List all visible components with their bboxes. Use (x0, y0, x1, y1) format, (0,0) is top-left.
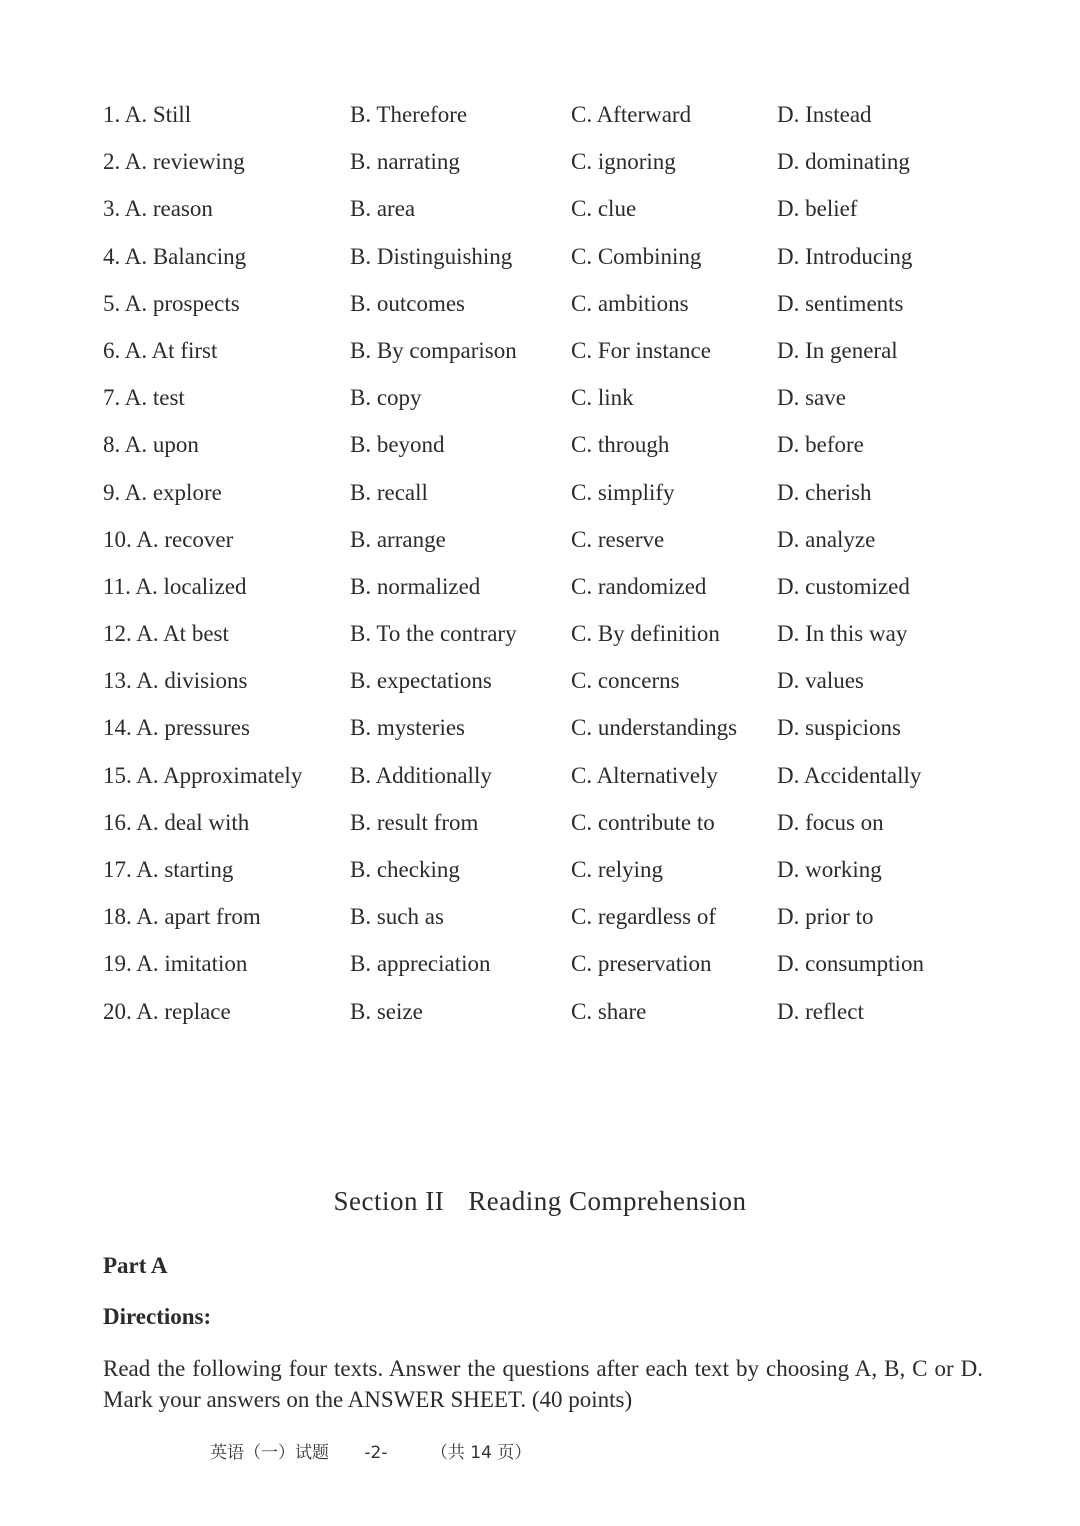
question-row (103, 563, 983, 610)
question-row (103, 704, 983, 751)
option-d: D. suspicions (777, 715, 901, 741)
option-d: D. In general (777, 337, 898, 363)
option-a: 16. A. deal with (103, 809, 250, 835)
question-row (103, 91, 983, 138)
option-d: D. save (777, 385, 846, 411)
option-d: D. values (777, 668, 864, 694)
directions-label: Directions: (103, 1304, 212, 1329)
footer-total-pages: （共 14 页） (430, 1443, 532, 1463)
option-c: C. preservation (571, 951, 712, 977)
option-c: C. understandings (571, 715, 738, 741)
option-a: 6. A. At first (103, 337, 218, 363)
option-d: D. customized (777, 573, 910, 599)
section-title (0, 1186, 1080, 1217)
question-row (103, 138, 983, 185)
option-d: D. dominating (777, 149, 910, 175)
option-b: B. By comparison (350, 337, 517, 363)
option-c: C. regardless of (571, 904, 716, 930)
option-c: C. relying (571, 857, 663, 882)
part-title: Part A (103, 1253, 168, 1278)
option-c: C. ignoring (571, 149, 676, 175)
question-row (103, 374, 983, 421)
option-d: D. before (777, 432, 864, 458)
section-name: Reading Comprehension (468, 1186, 747, 1216)
option-a: 9. A. explore (103, 479, 222, 505)
option-b: B. arrange (350, 526, 446, 552)
option-c: C. through (571, 432, 670, 458)
option-b: B. beyond (350, 432, 445, 458)
option-d: D. Introducing (777, 243, 913, 269)
option-d: D. working (777, 857, 882, 882)
option-b: B. normalized (350, 573, 481, 599)
question-row (103, 988, 983, 1035)
option-d: D. prior to (777, 904, 874, 930)
option-a: 10. A. recover (103, 526, 234, 552)
option-a: 7. A. test (103, 385, 185, 411)
question-options-list (103, 91, 983, 1035)
option-a: 18. A. apart from (103, 904, 261, 930)
option-d: D. Accidentally (777, 762, 922, 788)
option-b: B. recall (350, 479, 428, 505)
question-row (103, 893, 983, 940)
option-c: C. ambitions (571, 290, 689, 316)
option-a: 19. A. imitation (103, 951, 248, 977)
option-c: C. Combining (571, 243, 702, 269)
footer-subject: 英语（一）试题 (210, 1443, 329, 1463)
option-b: B. Distinguishing (350, 243, 513, 269)
option-c: C. reserve (571, 526, 665, 552)
option-a: 20. A. replace (103, 998, 231, 1024)
option-c: C. For instance (571, 337, 711, 363)
page-footer (210, 1438, 531, 1463)
option-a: 5. A. prospects (103, 290, 240, 316)
option-a: 1. A. Still (103, 102, 192, 127)
question-row (103, 421, 983, 468)
option-a: 12. A. At best (103, 621, 229, 647)
section-number: Section II (333, 1186, 445, 1216)
option-c: C. concerns (571, 668, 680, 694)
option-d: D. reflect (777, 998, 864, 1024)
option-b: B. Additionally (350, 762, 492, 788)
option-c: C. Afterward (571, 102, 692, 127)
option-a: 17. A. starting (103, 857, 234, 882)
option-b: B. checking (350, 857, 460, 882)
question-row (103, 327, 983, 374)
option-a: 3. A. reason (103, 196, 213, 222)
option-c: C. simplify (571, 479, 675, 505)
option-c: C. contribute to (571, 809, 715, 835)
question-row (103, 799, 983, 846)
option-d: D. cherish (777, 479, 872, 505)
question-row (103, 846, 983, 893)
option-b: B. To the contrary (350, 621, 517, 647)
option-b: B. area (350, 196, 416, 222)
option-b: B. such as (350, 904, 444, 930)
option-c: C. By definition (571, 621, 720, 647)
question-row (103, 752, 983, 799)
option-d: D. sentiments (777, 290, 904, 316)
option-c: C. link (571, 385, 634, 411)
option-b: B. mysteries (350, 715, 465, 741)
option-b: B. outcomes (350, 290, 465, 316)
option-a: 11. A. localized (103, 573, 247, 599)
option-d: D. belief (777, 196, 858, 222)
option-c: C. randomized (571, 573, 707, 599)
option-a: 15. A. Approximately (103, 762, 303, 788)
option-b: B. expectations (350, 668, 492, 694)
option-b: B. appreciation (350, 951, 491, 977)
question-row (103, 469, 983, 516)
option-d: D. focus on (777, 809, 884, 835)
question-row (103, 280, 983, 327)
option-b: B. seize (350, 998, 423, 1024)
option-d: D. analyze (777, 526, 876, 552)
question-row (103, 940, 983, 987)
option-b: B. copy (350, 385, 422, 411)
option-b: B. Therefore (350, 102, 468, 127)
option-a: 13. A. divisions (103, 668, 248, 694)
question-row (103, 610, 983, 657)
option-d: D. In this way (777, 621, 908, 647)
option-d: D. consumption (777, 951, 924, 977)
directions-text: Read the following four texts. Answer the questions after each text by choosing A, B, C or D. Mark your answers on the ANSWER SHEET. (40 points) (103, 1356, 983, 1412)
option-a: 4. A. Balancing (103, 243, 247, 269)
option-c: C. clue (571, 196, 637, 222)
option-c: C. share (571, 998, 647, 1024)
option-b: B. narrating (350, 149, 460, 175)
question-row (103, 516, 983, 563)
option-a: 8. A. upon (103, 432, 199, 458)
option-a: 14. A. pressures (103, 715, 250, 741)
footer-page-number: -2- (364, 1443, 388, 1463)
option-d: D. Instead (777, 102, 872, 127)
option-b: B. result from (350, 809, 479, 835)
question-row (103, 185, 983, 232)
option-a: 2. A. reviewing (103, 149, 245, 175)
option-c: C. Alternatively (571, 762, 718, 788)
question-row (103, 657, 983, 704)
question-row (103, 233, 983, 280)
